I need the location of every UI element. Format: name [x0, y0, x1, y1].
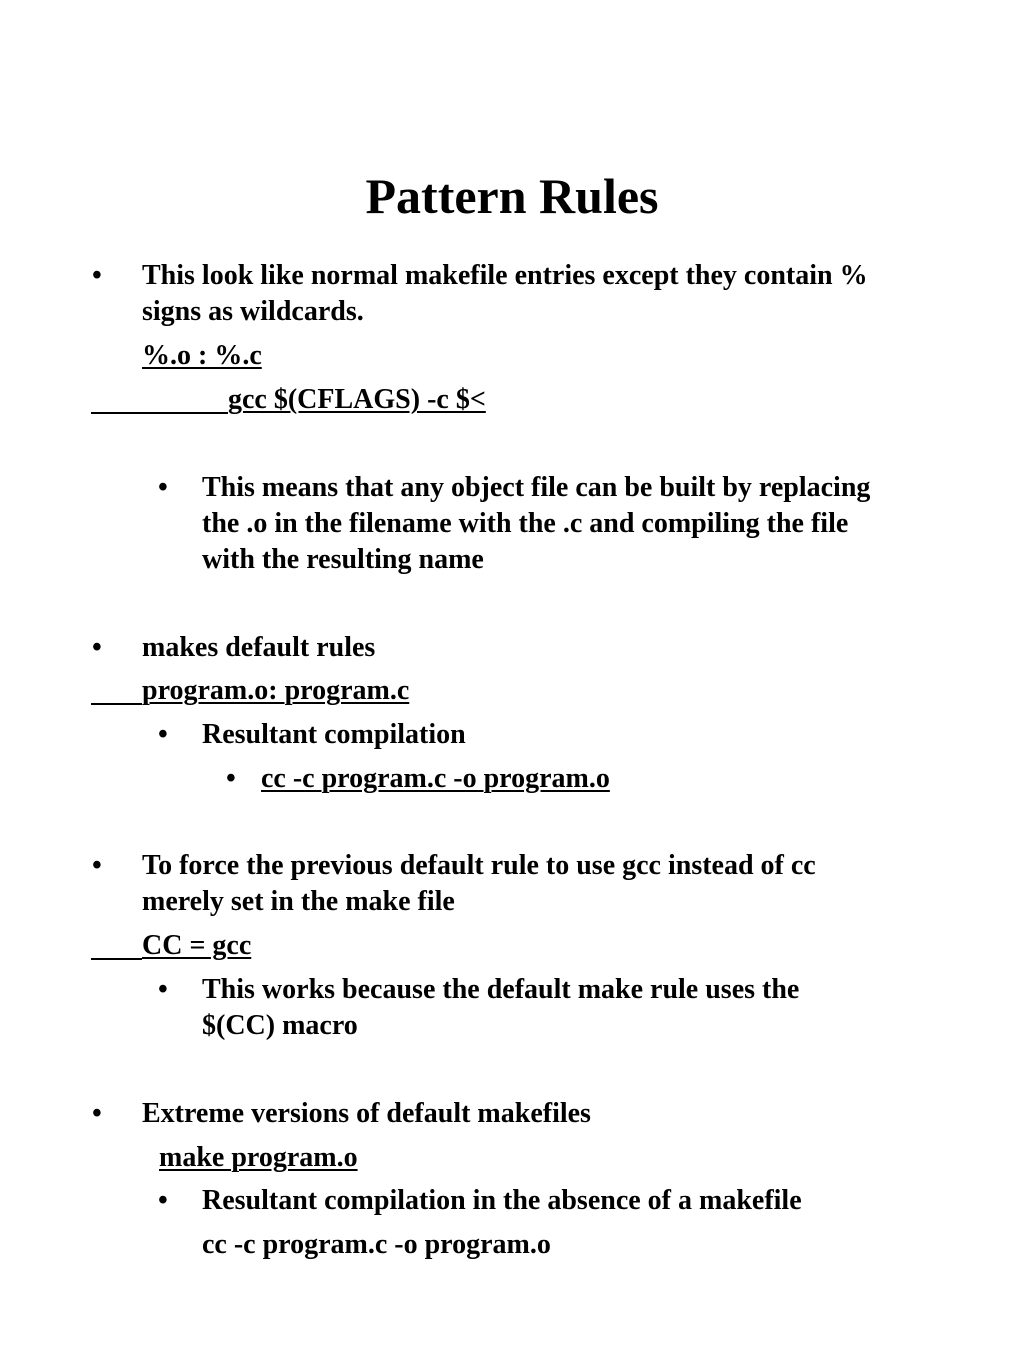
section1-text-line2: signs as wildcards. [142, 296, 364, 327]
bullet-marker: • [158, 1185, 168, 1216]
indent-underline [91, 928, 142, 960]
bullet-marker: • [92, 1098, 102, 1129]
section2-sub: Resultant compilation [202, 719, 466, 750]
section4-sub-code: cc -c program.c -o program.o [202, 1229, 551, 1260]
indent-underline [91, 382, 228, 414]
bullet-marker: • [92, 850, 102, 881]
section3-sub-line1: This works because the default make rule uses the [202, 974, 800, 1005]
section1-code-cmd-row [91, 382, 486, 418]
section3-text-line1: To force the previous default rule to use gcc instead of cc [142, 850, 816, 881]
bullet-marker: • [226, 763, 236, 794]
section4-code: make program.o [159, 1142, 358, 1173]
bullet-marker: • [92, 632, 102, 663]
section1-code-rule: %.o : %.c [142, 340, 262, 371]
section2-subsub: cc -c program.c -o program.o [261, 763, 610, 794]
section4-sub: Resultant compilation in the absence of a makefile [202, 1185, 802, 1216]
section2-code-rule: program.o: program.c [142, 675, 410, 706]
bullet-marker: • [158, 974, 168, 1005]
indent-underline [91, 673, 142, 705]
section3-code: CC = gcc [142, 930, 252, 961]
section2-text: makes default rules [142, 632, 376, 663]
section3-text-line2: merely set in the make file [142, 886, 455, 917]
section4-text: Extreme versions of default makefiles [142, 1098, 591, 1129]
section1-sub-line2: the .o in the filename with the .c and compiling the file [202, 508, 849, 539]
bullet-marker: • [158, 719, 168, 750]
section3-code-row [91, 928, 251, 964]
section1-text-line1: This look like normal makefile entries except they contain % [142, 260, 868, 291]
bullet-marker: • [158, 472, 168, 503]
section1-sub-line1: This means that any object file can be built by replacing [202, 472, 871, 503]
section1-sub-line3: with the resulting name [202, 544, 484, 575]
section1-code-cmd: gcc $(CFLAGS) -c $< [228, 384, 486, 415]
section3-sub-line2: $(CC) macro [202, 1010, 358, 1041]
slide-title: Pattern Rules [365, 168, 659, 224]
section2-code-row [91, 673, 409, 709]
bullet-marker: • [92, 260, 102, 291]
